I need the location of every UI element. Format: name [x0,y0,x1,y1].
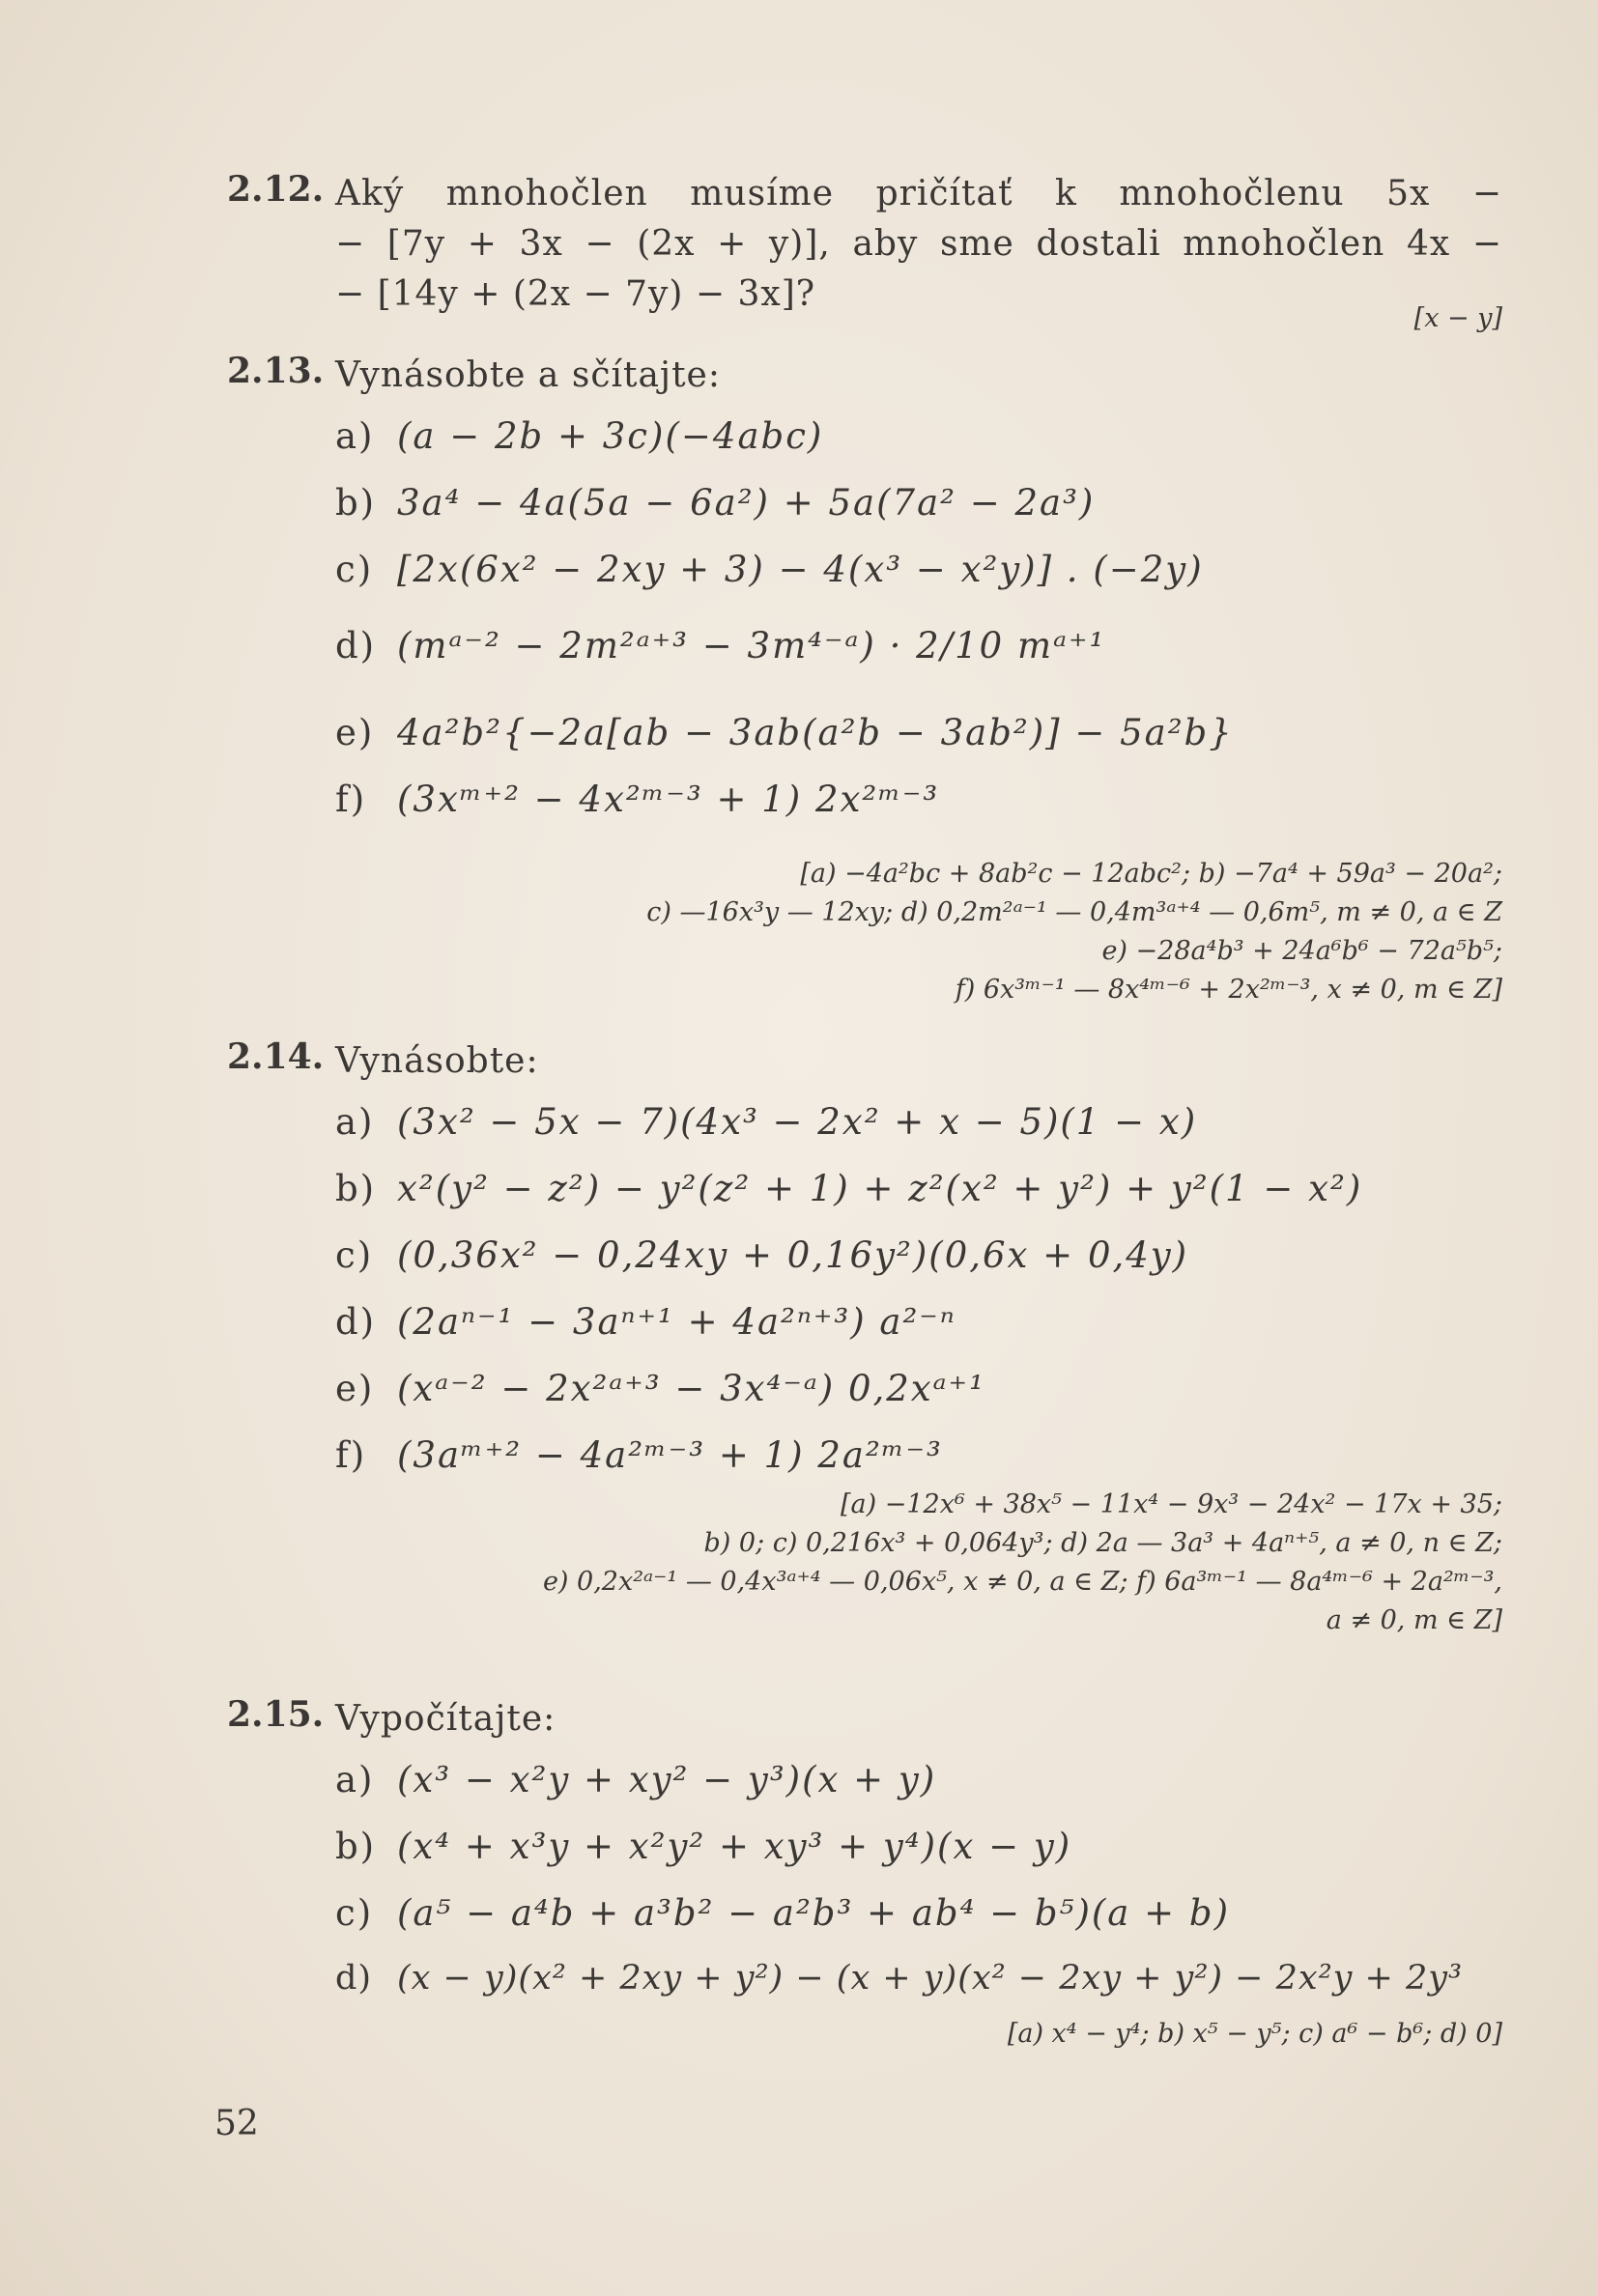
item-label: a) [335,415,375,457]
list-item [335,1301,1502,1368]
answer-line: b) 0; c) 0,216x³ + 0,064y³; d) 2a — 3a³ + 4aⁿ⁺⁵, a ≠ 0, n ∈ Z; [703,1528,1502,1558]
list-item [335,1101,1502,1168]
answer-line: e) −28a⁴b³ + 24a⁶b⁶ − 72a⁵b⁵; [1101,936,1502,966]
item-label: b) [335,1168,377,1209]
item-expression: (0,36x² − 0,24xy + 0,16y²)(0,6x + 0,4y) [397,1234,1189,1276]
item-list [335,1759,1502,2026]
problem-2-12 [227,169,1502,338]
item-label: d) [335,1959,373,1998]
item-expression: 4a²b²{−2a[ab − 3ab(a²b − 3ab²)] − 5a²b} [397,712,1234,753]
problem-number: 2.14. [227,1036,325,1077]
list-item [335,1168,1502,1234]
list-item [335,1892,1502,1959]
problem-text-line: − [7y + 3x − (2x + y)], aby sme dostali mnohočlen 4x − [335,224,1502,264]
item-expression: (xᵃ⁻² − 2x²ᵃ⁺³ − 3x⁴⁻ᵃ) 0,2xᵃ⁺¹ [397,1368,985,1409]
problem-text-line: Aký mnohočlen musíme pričítať k mnohočlenu 5x − [335,174,1502,213]
item-expression: (3xᵐ⁺² − 4x²ᵐ⁻³ + 1) 2x²ᵐ⁻³ [397,779,940,820]
answer: [x − y] [1413,303,1502,333]
item-label: f) [335,1434,367,1476]
problem-2-13 [227,351,1502,1027]
item-label: c) [335,1234,374,1276]
item-expression: x²(y² − z²) − y²(z² + 1) + z²(x² + y²) + y²(1 − x²) [397,1168,1363,1209]
answer-block [646,855,1502,1009]
answer-line: c) —16x³y — 12xy; d) 0,2m²ᵃ⁻¹ — 0,4m³ᵃ⁺⁴ — 0,6m⁵, m ≠ 0, a ∈ Z [646,897,1502,927]
item-label: d) [335,625,377,666]
item-label: b) [335,1826,377,1867]
item-label: f) [335,779,367,820]
item-expression: [2x(6x² − 2xy + 3) − 4(x³ − x²y)] . (−2y) [397,549,1204,590]
list-item [335,615,1502,712]
item-label: e) [335,712,375,753]
problem-heading: Vynásobte a sčítajte: [335,355,721,395]
problem-2-14 [227,1036,1502,1655]
item-label: a) [335,1101,375,1143]
problem-heading: Vypočítajte: [335,1699,556,1739]
problem-number: 2.12. [227,169,325,210]
item-expression: (3aᵐ⁺² − 4a²ᵐ⁻³ + 1) 2a²ᵐ⁻³ [397,1434,943,1476]
item-label: c) [335,1892,374,1934]
item-expression: (a − 2b + 3c)(−4abc) [397,415,824,457]
item-expression: (3x² − 5x − 7)(4x³ − 2x² + x − 5)(1 − x) [397,1101,1198,1143]
list-item [335,1368,1502,1434]
answer-line: f) 6x³ᵐ⁻¹ — 8x⁴ᵐ⁻⁶ + 2x²ᵐ⁻³, x ≠ 0, m ∈ Z] [955,975,1502,1005]
problem-number: 2.13. [227,351,325,391]
problem-text [335,169,1502,320]
item-label: d) [335,1301,377,1343]
item-expression: (a⁵ − a⁴b + a³b² − a²b³ + ab⁴ − b⁵)(a + b) [397,1892,1231,1934]
item-label: e) [335,1368,375,1409]
answer-line: e) 0,2x²ᵃ⁻¹ — 0,4x³ᵃ⁺⁴ — 0,06x⁵, x ≠ 0, a ∈ Z; f) 6a³ᵐ⁻¹ — 8a⁴ᵐ⁻⁶ + 2a²ᵐ⁻³, [542,1567,1502,1597]
page-number: 52 [214,2104,259,2143]
answer-line: [a) x⁴ − y⁴; b) x⁵ − y⁵; c) a⁶ − b⁶; d) 0] [1007,2019,1502,2049]
item-label: c) [335,549,374,590]
list-item [335,549,1502,615]
problem-heading: Vynásobte: [335,1041,539,1081]
list-item [335,1826,1502,1892]
item-expression: 3a⁴ − 4a(5a − 6a²) + 5a(7a² − 2a³) [397,482,1096,524]
item-expression: (x − y)(x² + 2xy + y²) − (x + y)(x² − 2xy + y²) − 2x²y + 2y³ [397,1959,1464,1998]
item-list [335,1101,1502,1501]
answer-block [543,1486,1502,1640]
answer-line: a ≠ 0, m ∈ Z] [1326,1605,1502,1635]
item-expression: (x⁴ + x³y + x²y² + xy³ + y⁴)(x − y) [397,1826,1072,1867]
problem-text-line: − [14y + (2x − 7y) − 3x]? [335,274,816,314]
item-expression: (x³ − x²y + xy² − y³)(x + y) [397,1759,937,1800]
answer-line: [a) −4a²bc + 8ab²c − 12abc²; b) −7a⁴ + 59a³ − 20a²; [800,859,1502,889]
answer-line: [a) −12x⁶ + 38x⁵ − 11x⁴ − 9x³ − 24x² − 17x + 35; [841,1489,1502,1519]
list-item [335,482,1502,549]
item-list [335,415,1502,845]
list-item [335,779,1502,845]
list-item [335,415,1502,482]
item-label: a) [335,1759,375,1800]
item-expression: (2aⁿ⁻¹ − 3aⁿ⁺¹ + 4a²ⁿ⁺³) a²⁻ⁿ [397,1301,956,1343]
problem-number: 2.15. [227,1694,325,1735]
item-label: b) [335,482,377,524]
answer-block [1008,2015,1502,2054]
list-item [335,1234,1502,1301]
list-item [335,712,1502,779]
problem-2-15 [227,1694,1502,2071]
list-item [335,1759,1502,1826]
item-expression: (mᵃ⁻² − 2m²ᵃ⁺³ − 3m⁴⁻ᵃ) · 2/10 mᵃ⁺¹ [397,625,1106,666]
